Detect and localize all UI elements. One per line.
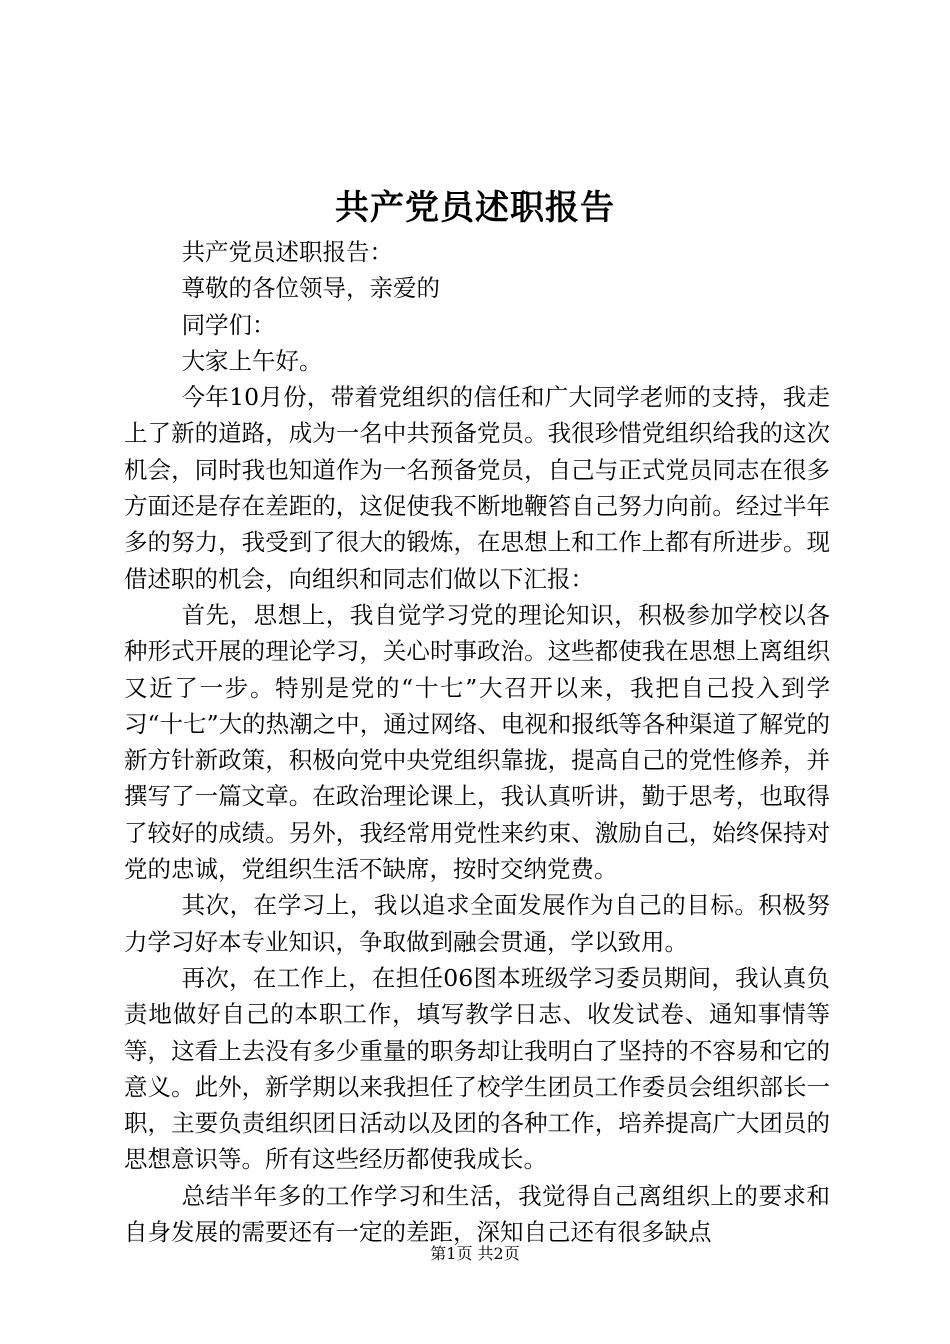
paragraph-heading: 共产党员述职报告： [181,238,394,266]
paragraph-salutation: 尊敬的各位领导，亲爱的 [181,274,441,303]
document-title: 共产党员述职报告 [335,188,615,228]
paragraph-study: 其次，在学习上，我以追求全面发展作为自己的目标。积极努力学习好本专业知识，争取做到融会贯通，学以致用。 [124,891,830,956]
paragraph-summary: 总结半年多的工作学习和生活，我觉得自己离组织上的要求和自身发展的需要还有一定的差距，深知自己还有很多缺点 [124,1181,830,1247]
page-footer: 第1页 共2页 [430,1244,520,1263]
paragraph-intro: 今年10月份，带着党组织的信任和广大同学老师的支持，我走上了新的道路，成为一名中共预备党员。我很珍惜党组织给我的这次机会，同时我也知道作为一名预备党员，自己与正式党员同志在很多方面还是存在差距的，这促使我不断地鞭笞自己努力向前。经过半年多的努力，我受到了很大的锻炼，在思想上和工作上都有所进步。现借述职的机会，向组织和同志们做以下汇报： [124,383,830,593]
paragraph-work: 再次，在工作上，在担任06图本班级学习委员期间，我认真负责地做好自己的本职工作，填写教学日志、收发试卷、通知事情等等，这看上去没有多少重量的职务却让我明白了坚持的不容易和它的意义。此外，新学期以来我担任了校学生团员工作委员会组织部长一职，主要负责组织团日活动以及团的各种工作，培养提高广大团员的思想意识等。所有这些经历都使我成长。 [124,963,830,1174]
paragraph-greeting: 大家上午好。 [181,346,323,375]
paragraph-salutation-cont: 同学们： [181,310,276,339]
document-body [124,234,830,1250]
paragraph-thought: 首先，思想上，我自觉学习党的理论知识，积极参加学校以各种形式开展的理论学习，关心时事政治。这些都使我在思想上离组织又近了一步。特别是党的“十七”大召开以来，我把自己投入到学习“十七”大的热潮之中，通过网络、电视和报纸等各种渠道了解党的新方针新政策，积极向党中央党组织靠拢，提高自己的党性修养，并撰写了一篇文章。在政治理论课上，我认真听讲，勤于思考，也取得了较好的成绩。另外，我经常用党性来约束、激励自己，始终保持对党的忠诚，党组织生活不缺席，按时交纳党费。 [124,600,830,884]
